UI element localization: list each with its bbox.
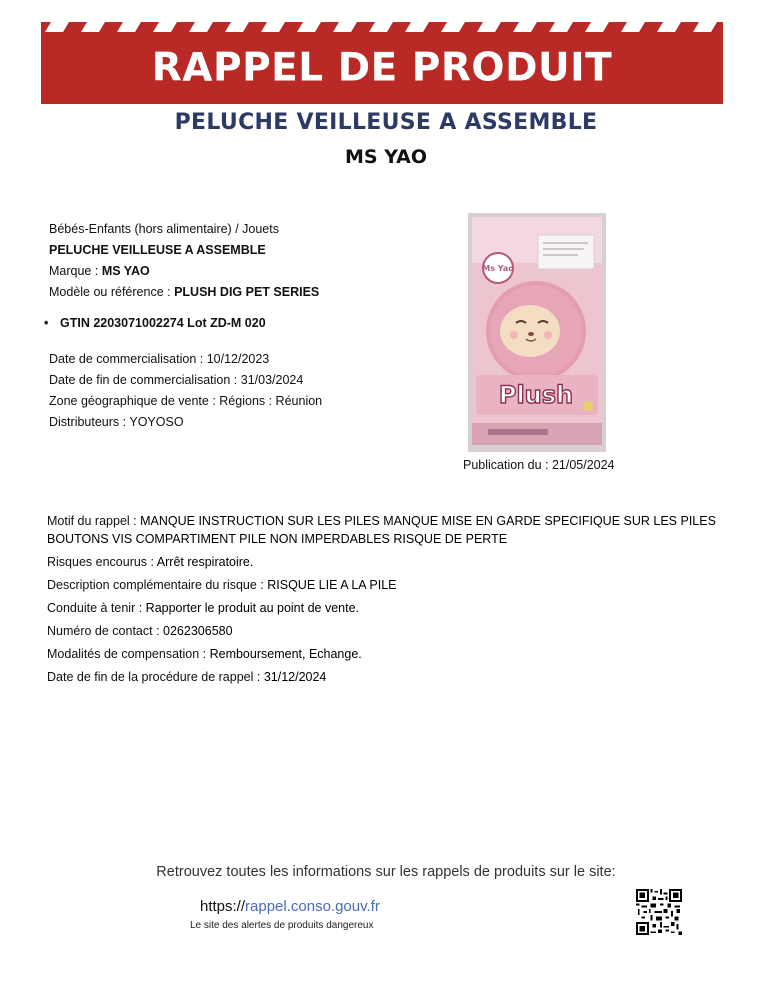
recall-details bbox=[47, 512, 727, 691]
recall-contact: Numéro de contact : 0262306580 bbox=[47, 624, 233, 638]
banner-stripes bbox=[41, 22, 723, 32]
model-line: Modèle ou référence : PLUSH DIG PET SERIES bbox=[49, 285, 320, 299]
recall-risk-description: Description complémentaire du risque : RISQUE LIE A LA PILE bbox=[47, 578, 397, 592]
qr-code-icon[interactable] bbox=[636, 889, 682, 935]
sale-info bbox=[49, 349, 322, 433]
package-brand-text: Plush bbox=[498, 381, 574, 409]
category-line: Bébés-Enfants (hors alimentaire) / Jouets bbox=[49, 222, 279, 236]
product-title: PELUCHE VEILLEUSE A ASSEMBLE bbox=[174, 110, 598, 135]
publication-date: Publication du : 21/05/2024 bbox=[463, 458, 615, 472]
distributors-line: Distributeurs : YOYOSO bbox=[49, 415, 184, 429]
site-tagline: Le site des alertes de produits dangereux bbox=[190, 920, 374, 931]
bullet-icon: • bbox=[44, 316, 49, 330]
commercialisation-line: Date de commercialisation : 10/12/2023 bbox=[49, 352, 270, 366]
recall-conduct: Conduite à tenir : Rapporter le produit au point de vente. bbox=[47, 601, 360, 615]
end-commercialisation-line: Date de fin de commercialisation : 31/03/2024 bbox=[49, 373, 304, 387]
gtin-item: • GTIN 2203071002274 Lot ZD-M 020 bbox=[44, 316, 266, 330]
recall-banner bbox=[41, 22, 723, 104]
site-link[interactable]: https://rappel.conso.gouv.fr bbox=[200, 898, 380, 915]
svg-text:Ms Yao: Ms Yao bbox=[482, 264, 514, 273]
product-photo bbox=[468, 213, 606, 452]
recall-compensation: Modalités de compensation : Remboursement, Echange. bbox=[47, 647, 362, 661]
recall-reason: Motif du rappel : MANQUE INSTRUCTION SUR LES PILES MANQUE MISE EN GARDE SPECIFIQUE SUR LES PILES BOUTONS VIS COMPARTIMENT PILE NON IMPERDABLES RISQUE DE PERTE bbox=[47, 514, 716, 546]
banner-title: RAPPEL DE PRODUIT bbox=[151, 45, 613, 91]
product-name-line: PELUCHE VEILLEUSE A ASSEMBLE bbox=[49, 243, 266, 257]
recall-end-procedure: Date de fin de la procédure de rappel : 31/12/2024 bbox=[47, 670, 327, 684]
recall-risks: Risques encourus : Arrêt respiratoire. bbox=[47, 555, 254, 569]
zone-line: Zone géographique de vente : Régions : Réunion bbox=[49, 394, 323, 408]
brand-title: MS YAO bbox=[344, 146, 427, 168]
product-info bbox=[49, 219, 319, 303]
footer-info-line: Retrouvez toutes les informations sur les rappels de produits sur le site: bbox=[156, 864, 616, 880]
brand-line: Marque : MS YAO bbox=[49, 264, 150, 278]
